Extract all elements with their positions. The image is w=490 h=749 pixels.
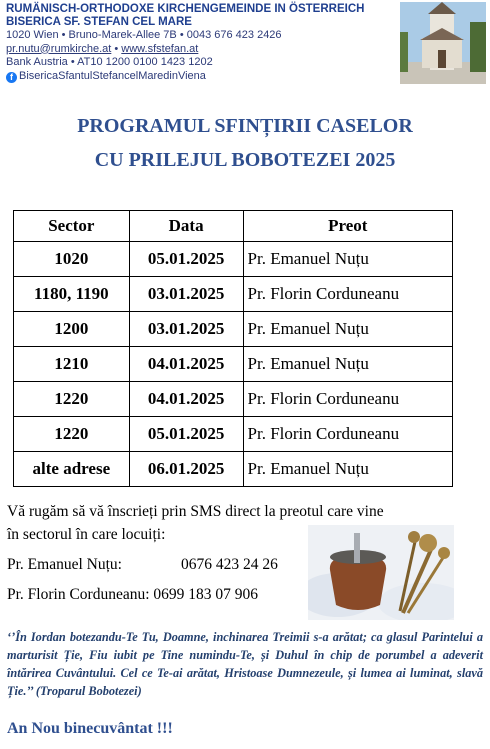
table-row — [14, 242, 453, 277]
priest-cell: Pr. Florin Corduneanu — [243, 417, 452, 452]
column-header-priest: Preot — [243, 211, 452, 242]
table-row — [14, 347, 453, 382]
address-line: 1020 Wien • Bruno-Marek-Allee 7B • 0043 676 423 2426 — [6, 29, 282, 41]
date-cell: 04.01.2025 — [129, 347, 243, 382]
date-cell: 03.01.2025 — [129, 312, 243, 347]
facebook-line[interactable] — [6, 70, 396, 84]
org-name-german: RUMÄNISCH-ORTHODOXE KIRCHENGEMEINDE IN ÖSTERREICH — [6, 3, 365, 15]
priest-cell: Pr. Emanuel Nuțu — [243, 452, 452, 487]
facebook-icon: f — [6, 72, 17, 83]
contact-separator: • — [111, 42, 122, 55]
sector-cell: 1020 — [14, 242, 130, 277]
schedule-table — [13, 210, 453, 487]
table-row — [14, 452, 453, 487]
holy-water-photo — [308, 525, 454, 620]
contact-phone[interactable]: 0699 183 07 906 — [153, 586, 259, 603]
email-link[interactable]: pr.nutu@rumkirche.at — [6, 42, 112, 55]
website-link[interactable]: www.sfstefan.at — [121, 42, 199, 55]
priest-cell: Pr. Florin Corduneanu — [243, 277, 452, 312]
table-row — [14, 417, 453, 452]
date-cell: 05.01.2025 — [129, 242, 243, 277]
facebook-handle[interactable]: BisericaSfantulStefancelMaredinViena — [19, 69, 206, 82]
column-header-date: Data — [129, 211, 243, 242]
title-line-2: CU PRILEJUL BOBOTEZEI 2025 — [94, 149, 396, 171]
sector-cell: 1220 — [14, 382, 130, 417]
date-cell: 05.01.2025 — [129, 417, 243, 452]
table-row — [14, 312, 453, 347]
notice-line-1: Vă rugăm să vă înscrieți prin SMS direct la preotul care vine — [7, 503, 384, 520]
column-header-sector: Sector — [14, 211, 130, 242]
priest-cell: Pr. Emanuel Nuțu — [243, 312, 452, 347]
table-header-row — [14, 211, 453, 242]
contact-name: Pr. Florin Corduneanu: — [7, 586, 150, 603]
letterhead — [6, 3, 396, 83]
sector-cell: 1220 — [14, 417, 130, 452]
contact-emanuel — [7, 554, 278, 576]
title-line-1: PROGRAMUL SFINȚIRII CASELOR — [77, 115, 413, 137]
bank-line: Bank Austria • AT10 1200 0100 1423 1202 — [6, 56, 213, 68]
sector-cell: 1210 — [14, 347, 130, 382]
priest-cell: Pr. Emanuel Nuțu — [243, 242, 452, 277]
contact-name: Pr. Emanuel Nuțu: — [7, 556, 122, 573]
date-cell: 03.01.2025 — [129, 277, 243, 312]
priest-cell: Pr. Emanuel Nuțu — [243, 347, 452, 382]
sector-cell: 1200 — [14, 312, 130, 347]
org-name-romanian: BISERICA SF. STEFAN CEL MARE — [6, 16, 192, 28]
date-cell: 04.01.2025 — [129, 382, 243, 417]
church-photo — [400, 2, 486, 84]
date-cell: 06.01.2025 — [129, 452, 243, 487]
sector-cell: 1180, 1190 — [14, 277, 130, 312]
contact-phone[interactable]: 0676 423 24 26 — [181, 556, 278, 573]
sector-cell: alte adrese — [14, 452, 130, 487]
new-year-greeting: An Nou binecuvântat !!! — [7, 720, 173, 737]
notice-line-2: în sectorul în care locuiți: — [7, 526, 166, 543]
priest-cell: Pr. Florin Corduneanu — [243, 382, 452, 417]
contact-florin — [7, 584, 258, 606]
troparion-quote: ‘’În Iordan botezandu-Te Tu, Doamne, inchinarea Treimii s-a arătat; ca glasul Parintelui a marturisit Ție, Fiu iubit pe Tine numindu-Te, și Duhul în chip de porumbel a adeverit întărirea Cuvântului. Cel ce Te-ai arătat, Hristoase Dumnezeule, și lumea ai luminat, slavă Ție.’’ (Troparul Bobotezei) — [7, 630, 483, 698]
table-row — [14, 277, 453, 312]
contact-line — [6, 43, 396, 57]
table-row — [14, 382, 453, 417]
